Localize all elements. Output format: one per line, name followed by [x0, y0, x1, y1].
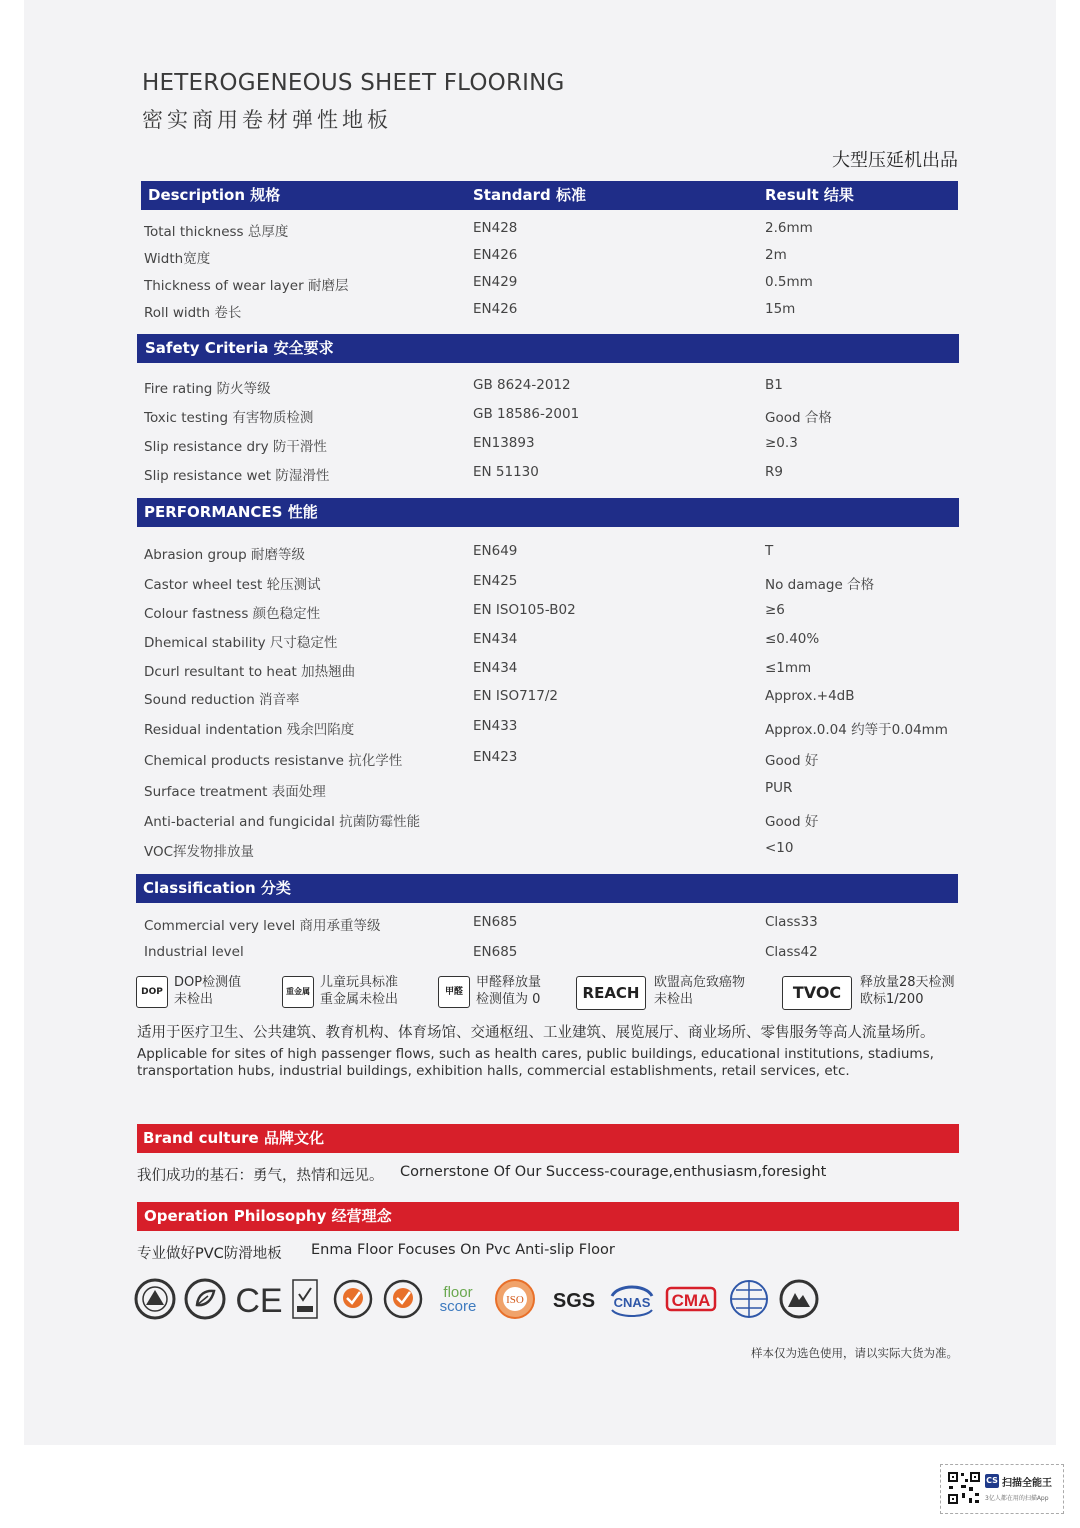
row-description: Width宽度	[144, 251, 211, 267]
table-row	[0, 718, 1080, 740]
reach-icon: REACH	[576, 976, 646, 1010]
row-result: Approx.0.04 约等于0.04mm	[765, 722, 948, 738]
qr-code-icon	[947, 1471, 981, 1505]
row-result: Good 合格	[765, 410, 832, 426]
floorscore-line2: score	[439, 1298, 477, 1315]
row-description: Slip resistance wet 防湿滑性	[144, 468, 330, 484]
row-result: Class33	[765, 914, 818, 930]
table-row	[0, 377, 1080, 399]
floorscore-icon	[432, 1278, 484, 1320]
brand-culture-bar	[137, 1124, 959, 1153]
table-row	[0, 543, 1080, 565]
dop-line1: DOP检测值	[174, 975, 242, 990]
row-description: Castor wheel test 轮压测试	[144, 577, 321, 593]
table-row	[0, 660, 1080, 682]
row-standard: GB 8624-2012	[473, 377, 571, 393]
table-row	[0, 464, 1080, 486]
row-description: Total thickness 总厚度	[144, 224, 289, 240]
row-standard: EN434	[473, 631, 518, 647]
tvoc-line2: 欧标1/200	[860, 992, 924, 1007]
ce-mark-text: CE	[235, 1282, 283, 1320]
row-result: <10	[765, 840, 794, 856]
row-description: Residual indentation 残余凹陷度	[144, 722, 355, 738]
table-row	[0, 944, 1080, 966]
row-description: Sound reduction 消音率	[144, 692, 300, 708]
table-row	[0, 406, 1080, 428]
row-standard: EN425	[473, 573, 518, 589]
sgs-check-seal-icon-2	[382, 1278, 424, 1320]
row-description: Abrasion group 耐磨等级	[144, 547, 306, 563]
row-description: Thickness of wear layer 耐磨层	[144, 278, 349, 294]
iso-seal-icon	[494, 1278, 536, 1320]
title-english: HETEROGENEOUS SHEET FLOORING	[142, 70, 565, 96]
dop-line2: 未检出	[174, 992, 214, 1007]
table-row	[0, 301, 1080, 323]
table-row	[0, 602, 1080, 624]
row-standard: EN434	[473, 660, 518, 676]
row-result: PUR	[765, 780, 793, 796]
row-description: Slip resistance dry 防干滑性	[144, 439, 327, 455]
row-standard: EN685	[473, 944, 518, 960]
mountain-seal-icon	[778, 1278, 820, 1320]
row-result: ≥6	[765, 602, 785, 618]
subtitle: 大型压延机出品	[832, 150, 958, 171]
row-description: VOC挥发物排放量	[144, 844, 255, 860]
description-header: Description 规格	[148, 186, 281, 204]
operation-philosophy-header: Operation Philosophy 经营理念	[144, 1207, 392, 1225]
table-row	[0, 631, 1080, 653]
row-result: Class42	[765, 944, 818, 960]
table-row	[0, 749, 1080, 771]
row-result: Approx.+4dB	[765, 688, 855, 704]
row-standard: EN649	[473, 543, 518, 559]
table-row	[0, 780, 1080, 802]
row-standard: EN426	[473, 247, 518, 263]
row-description: Colour fastness 颜色稳定性	[144, 606, 321, 622]
ce-mark-icon	[234, 1278, 284, 1320]
row-standard: EN433	[473, 718, 518, 734]
row-standard: EN 51130	[473, 464, 539, 480]
tvoc-icon: TVOC	[782, 976, 852, 1010]
row-standard: EN426	[473, 301, 518, 317]
row-description: Dhemical stability 尺寸稳定性	[144, 635, 338, 651]
row-description: Industrial level	[144, 944, 244, 960]
row-standard: GB 18586-2001	[473, 406, 580, 422]
tvoc-line1: 释放量28天检测	[860, 975, 955, 990]
scanner-subtitle: 3亿人都在用的扫描App	[985, 1495, 1049, 1502]
floorscore-line1: floor	[443, 1284, 473, 1301]
safety-header: Safety Criteria 安全要求	[145, 339, 334, 357]
row-description: Toxic testing 有害物质检测	[144, 410, 314, 426]
row-result: Good 好	[765, 753, 819, 769]
table-row	[0, 810, 1080, 832]
brand-culture-header: Brand culture 品牌文化	[143, 1129, 324, 1147]
table-row	[0, 274, 1080, 296]
row-result: ≤1mm	[765, 660, 812, 676]
table-row	[0, 914, 1080, 936]
row-description: Surface treatment 表面处理	[144, 784, 326, 800]
row-result: No damage 合格	[765, 577, 875, 593]
cnas-icon	[608, 1278, 656, 1320]
table-row	[0, 840, 1080, 862]
footnote: 样本仅为选色使用，请以实际大货为准。	[751, 1346, 958, 1360]
sgs-text: SGS	[552, 1290, 596, 1312]
result-header: Result 结果	[765, 186, 854, 204]
cnas-text: CNAS	[613, 1295, 651, 1310]
row-result: B1	[765, 377, 783, 393]
reach-line2: 未检出	[654, 992, 694, 1007]
quality-label-icon	[290, 1278, 320, 1320]
row-result: T	[765, 543, 774, 559]
cs-logo: CS	[985, 1474, 999, 1488]
row-standard: EN ISO105-B02	[473, 602, 576, 618]
iso-text: ISO	[506, 1294, 524, 1306]
row-description: Dcurl resultant to heat 加热翘曲	[144, 664, 356, 680]
formaldehyde-line2: 检测值为 0	[476, 992, 541, 1007]
green-leaf-seal-icon	[184, 1278, 226, 1320]
row-description: Fire rating 防火等级	[144, 381, 271, 397]
row-standard: EN428	[473, 220, 518, 236]
certification-strip	[136, 974, 960, 1014]
table-row	[0, 220, 1080, 242]
row-result: ≥0.3	[765, 435, 798, 451]
row-standard: EN429	[473, 274, 518, 290]
heavy-metal-line1: 儿童玩具标准	[320, 975, 399, 990]
sgs-check-seal-icon	[332, 1278, 374, 1320]
operation-philosophy-chinese: 专业做好PVC防滑地板	[137, 1246, 282, 1262]
china-standard-seal-icon	[134, 1278, 176, 1320]
row-standard: EN423	[473, 749, 518, 765]
row-result: Good 好	[765, 814, 819, 830]
table-row	[0, 435, 1080, 457]
formaldehyde-line1: 甲醛释放量	[476, 975, 542, 990]
operation-philosophy-bar	[137, 1202, 959, 1231]
heavy-metal-icon: 重金属	[282, 976, 314, 1008]
row-description: Chemical products resistanve 抗化学性	[144, 753, 403, 769]
application-english: Applicable for sites of high passenger flows, such as health cares, public buildings, educational institutions, stadiums, transportation hubs, industrial buildings, exhibition halls, commercial establishments, retail services, etc.	[137, 1046, 934, 1079]
classification-header: Classification 分类	[143, 879, 291, 897]
table-row	[0, 247, 1080, 269]
title-chinese: 密实商用卷材弹性地板	[142, 108, 392, 132]
dop-icon: DOP	[136, 976, 168, 1008]
brand-culture-english: Cornerstone Of Our Success-courage,enthusiasm,foresight	[400, 1164, 827, 1180]
row-result: ≤0.40%	[765, 631, 820, 647]
standard-header: Standard 标准	[473, 186, 586, 204]
formaldehyde-icon: 甲醛	[438, 976, 470, 1008]
row-description: Commercial very level 商用承重等级	[144, 918, 381, 934]
row-description: Anti-bacterial and fungicidal 抗菌防霉性能	[144, 814, 421, 830]
certification-logos	[134, 1278, 824, 1322]
performances-header-bar	[137, 498, 959, 527]
safety-header-bar	[137, 334, 959, 363]
brand-culture-chinese: 我们成功的基石：勇气，热情和远见。	[137, 1168, 384, 1184]
cma-text: CMA	[671, 1291, 711, 1310]
table-row	[0, 688, 1080, 710]
row-standard: EN ISO717/2	[473, 688, 559, 704]
row-result: 15m	[765, 301, 796, 317]
row-result: 0.5mm	[765, 274, 813, 290]
application-chinese: 适用于医疗卫生、公共建筑、教育机构、体育场馆、交通枢纽、工业建筑、展览展厅、商业场所、零售服务等高人流量场所。	[137, 1025, 935, 1041]
table-row	[0, 573, 1080, 595]
ilac-mra-icon	[728, 1278, 770, 1320]
reach-line1: 欧盟高危致癌物	[654, 975, 746, 990]
row-result: 2.6mm	[765, 220, 813, 236]
scanner-watermark	[940, 1464, 1064, 1514]
row-standard: EN685	[473, 914, 518, 930]
row-result: R9	[765, 464, 783, 480]
operation-philosophy-english: Enma Floor Focuses On Pvc Anti-slip Floor	[311, 1242, 615, 1258]
scanner-name: 扫描全能王	[1002, 1478, 1052, 1489]
description-header-bar	[141, 181, 958, 210]
classification-header-bar	[136, 874, 958, 903]
performances-header: PERFORMANCES 性能	[144, 503, 318, 521]
sgs-icon	[548, 1278, 600, 1320]
row-result: 2m	[765, 247, 787, 263]
heavy-metal-line2: 重金属未检出	[320, 992, 399, 1007]
cma-icon	[664, 1278, 718, 1320]
row-description: Roll width 卷长	[144, 305, 242, 321]
row-standard: EN13893	[473, 435, 535, 451]
